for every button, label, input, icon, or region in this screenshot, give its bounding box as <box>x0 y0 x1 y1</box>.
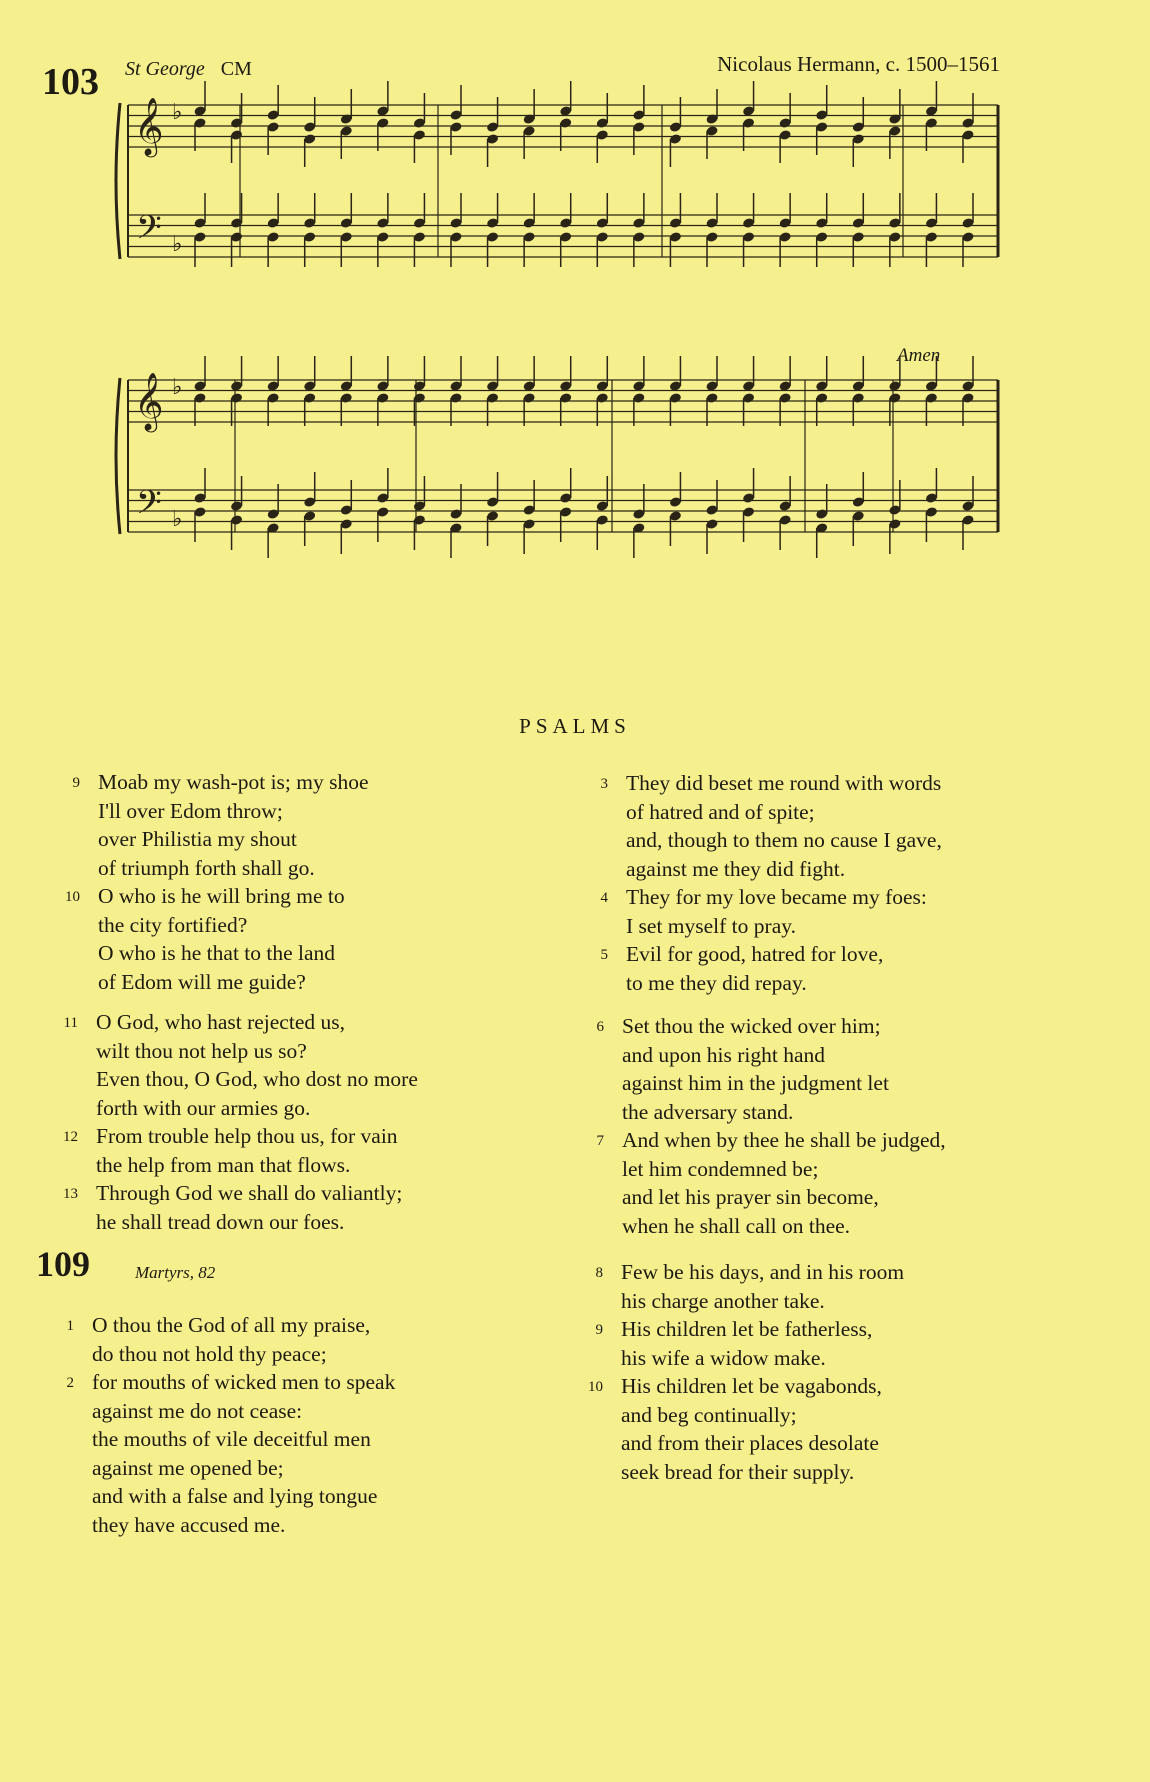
verse-line: His children let be vagabonds, <box>621 1374 882 1398</box>
verse-line: against me do not cease: <box>92 1398 303 1423</box>
verse-line: do thou not hold thy peace; <box>92 1341 327 1366</box>
hymn-109-number: 109 <box>36 1244 90 1284</box>
verse-line: they have accused me. <box>92 1512 286 1537</box>
verse-number: 9 <box>595 1322 603 1338</box>
brace <box>116 378 120 534</box>
hymn-number: 103 <box>42 61 99 103</box>
verse <box>66 1311 395 1368</box>
meter: CM <box>220 58 252 80</box>
verse <box>63 1008 418 1122</box>
amen-label: Amen <box>897 345 941 366</box>
verse-number: 11 <box>63 1015 78 1031</box>
verse-line: seek bread for their supply. <box>621 1459 855 1484</box>
right-verses-group-2 <box>596 1012 946 1240</box>
verse-line: wilt thou not help us so? <box>96 1038 307 1063</box>
treble-clef: 𝄞 <box>134 97 164 155</box>
verse-line: Even thou, O God, who dost no more <box>96 1067 418 1091</box>
hymn-109-tune: Martyrs, 82 <box>135 1263 216 1282</box>
verse-number: 3 <box>600 776 608 792</box>
verse <box>63 1122 418 1179</box>
verse-line: and, though to them no cause I gave, <box>626 828 942 852</box>
verse-line: I'll over Edom throw; <box>98 798 283 823</box>
verse <box>600 769 942 883</box>
verse-line: From trouble help thou us, for vain <box>96 1124 398 1148</box>
verse-line: let him condemned be; <box>622 1156 819 1181</box>
verse-line: against me opened be; <box>92 1455 284 1480</box>
verse-line: the city fortified? <box>98 912 248 937</box>
verse-line: Few be his days, and in his room <box>621 1260 905 1284</box>
verse-line: Evil for good, hatred for love, <box>626 942 884 966</box>
verse-number: 1 <box>66 1318 74 1334</box>
verse <box>596 1012 946 1126</box>
verse-line: over Philistia my shout <box>98 827 297 851</box>
verse-line: against him in the judgment let <box>622 1071 889 1095</box>
verse-number: 5 <box>600 947 608 963</box>
verse <box>600 940 942 997</box>
left-verses-group-3 <box>66 1311 396 1539</box>
verse-number: 9 <box>72 775 80 791</box>
verse-number: 10 <box>65 889 80 905</box>
verse-line: of hatred and of spite; <box>626 799 815 824</box>
right-verses-group-3 <box>588 1258 905 1486</box>
verse-line: forth with our armies go. <box>96 1095 311 1120</box>
verse-line: for mouths of wicked men to speak <box>92 1370 396 1394</box>
verse-line: and upon his right hand <box>622 1042 826 1067</box>
verse <box>596 1126 946 1240</box>
verse <box>63 1179 418 1236</box>
verse-line: Through God we shall do valiantly; <box>96 1181 403 1205</box>
bass-clef: 𝄢 <box>136 484 162 530</box>
verse-number: 7 <box>596 1133 604 1149</box>
section-title: PSALMS <box>519 714 631 738</box>
verse-number: 6 <box>596 1019 604 1035</box>
verse-line: of triumph forth shall go. <box>98 855 315 880</box>
verse-line: O who is he will bring me to <box>98 884 345 908</box>
key-flat: ♭ <box>172 507 183 532</box>
verse-number: 8 <box>595 1265 603 1281</box>
left-verses-group-2 <box>63 1008 418 1236</box>
key-flat: ♭ <box>172 100 183 125</box>
treble-clef: 𝄞 <box>134 372 164 430</box>
verse-number: 13 <box>63 1186 78 1202</box>
brace <box>116 103 120 259</box>
verse-line: his wife a widow make. <box>621 1345 826 1370</box>
verse-line: the adversary stand. <box>622 1099 794 1124</box>
verse-line: They for my love became my foes: <box>626 885 927 909</box>
verse <box>72 768 369 882</box>
verse-number: 12 <box>63 1129 78 1145</box>
right-verses-group-1 <box>600 769 942 997</box>
verse-line: I set myself to pray. <box>626 913 796 938</box>
left-verses-group-1 <box>65 768 369 996</box>
key-flat: ♭ <box>172 375 183 400</box>
verse-number: 10 <box>588 1379 603 1395</box>
verse-line: the mouths of vile deceitful men <box>92 1427 371 1451</box>
verse-line: to me they did repay. <box>626 970 807 995</box>
verse <box>66 1368 396 1539</box>
verse <box>65 882 369 996</box>
verse-line: his charge another take. <box>621 1288 825 1313</box>
verse-line: O thou the God of all my praise, <box>92 1313 371 1337</box>
verse-line: and from their places desolate <box>621 1431 879 1455</box>
bass-clef: 𝄢 <box>136 209 162 255</box>
verse-line: of Edom will me guide? <box>98 969 306 994</box>
tune-title: St George <box>125 58 205 80</box>
verse-line: and let his prayer sin become, <box>622 1185 879 1209</box>
verse-line: O who is he that to the land <box>98 941 336 965</box>
verse-line: the help from man that flows. <box>96 1152 351 1177</box>
verse-line: against me they did fight. <box>626 856 846 881</box>
verse-line: And when by thee he shall be judged, <box>622 1128 946 1152</box>
verse-line: They did beset me round with words <box>626 771 942 795</box>
verse <box>588 1372 904 1486</box>
verse-number: 2 <box>66 1375 74 1391</box>
verse-line: and with a false and lying tongue <box>92 1484 378 1508</box>
verse <box>595 1315 904 1372</box>
composer: Nicolaus Hermann, c. 1500–1561 <box>717 52 1000 76</box>
verse-line: O God, who hast rejected us, <box>96 1010 345 1034</box>
verse <box>600 883 942 940</box>
verse-line: His children let be fatherless, <box>621 1317 873 1341</box>
verse-number: 4 <box>600 890 608 906</box>
verse-line: Set thou the wicked over him; <box>622 1014 881 1038</box>
verse-line: Moab my wash-pot is; my shoe <box>98 770 369 794</box>
verse-line: and beg continually; <box>621 1402 797 1427</box>
verse <box>595 1258 905 1315</box>
music-score <box>0 0 1150 620</box>
verse-line: when he shall call on thee. <box>622 1213 851 1238</box>
key-flat: ♭ <box>172 232 183 257</box>
verse-line: he shall tread down our foes. <box>96 1209 345 1234</box>
